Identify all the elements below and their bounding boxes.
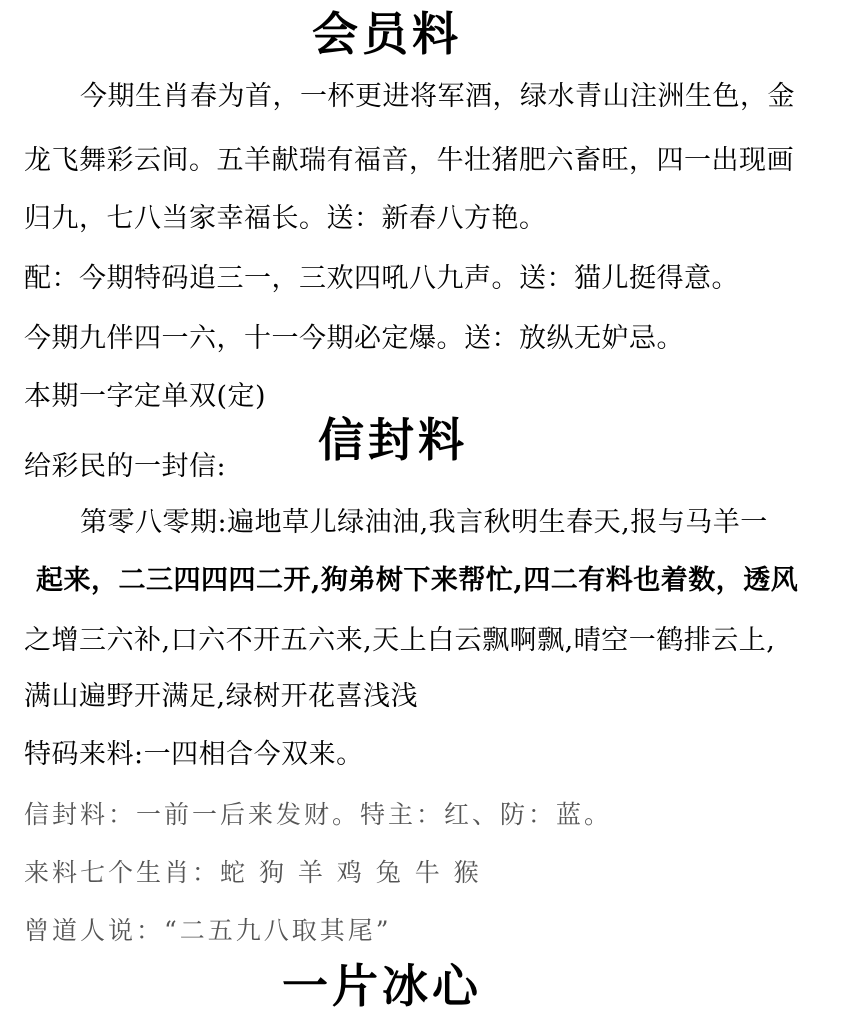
envelope-line-2: 起来，二三四四四二开,狗弟树下来帮忙,四二有料也着数，透风	[36, 565, 799, 596]
envelope-section-title: 信封料	[318, 413, 468, 467]
envelope-line-8: 曾道人说：“二五九八取其尾”	[24, 916, 392, 945]
envelope-line-7: 来料七个生肖：蛇 狗 羊 鸡 兔 牛 猴	[24, 858, 482, 887]
envelope-line-6: 信封料：一前一后来发财。特主：红、防：蓝。	[24, 800, 613, 829]
member-line-1: 今期生肖春为首，一杯更进将军酒，绿水青山注洲生色，金	[80, 81, 795, 112]
icecream-section-title: 一片冰心	[282, 959, 482, 1013]
member-line-4: 配：今期特码追三一，三欢四吼八九声。送：猫儿挺得意。	[24, 263, 739, 294]
member-section-title: 会员料	[312, 7, 462, 61]
member-line-3: 归九，七八当家幸福长。送：新春八方艳。	[24, 203, 547, 234]
envelope-line-1: 第零八零期:遍地草儿绿油油,我言秋明生春天,报与马羊一	[80, 507, 768, 538]
envelope-line-4: 满山遍野开满足,绿树开花喜浅浅	[24, 681, 419, 712]
member-line-2: 龙飞舞彩云间。五羊献瑞有福音，牛壮猪肥六畜旺，四一出现画	[24, 145, 794, 176]
member-line-6: 本期一字定单双(定)	[24, 381, 267, 412]
envelope-line-5: 特码来料:一四相合今双来。	[24, 739, 364, 770]
envelope-line-3: 之增三六补,口六不开五六来,天上白云飘啊飘,晴空一鹤排云上,	[24, 625, 776, 656]
member-line-5: 今期九伴四一六，十一今期必定爆。送：放纵无妒忌。	[24, 323, 684, 354]
envelope-greeting: 给彩民的一封信:	[24, 451, 227, 482]
